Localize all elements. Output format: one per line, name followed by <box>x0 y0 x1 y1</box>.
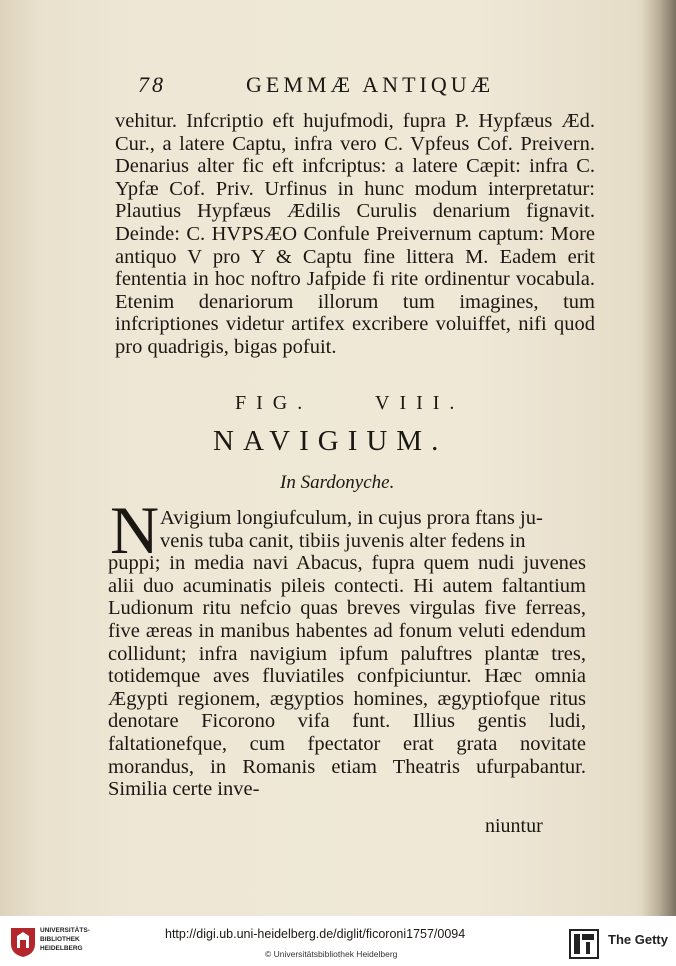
drop-cap: N <box>110 492 160 568</box>
paragraph-2-body: puppi; in media navi Abacus, fupra quem nudi juvenes alii duo acuminatis pileis contecti. Hi autem faltantium Ludionum ritu nefcio quas breves virgulas five ferreas, five æreas in manibus habentes ad fonum veluti edendum collidunt; infra navigium ipfum paluftres plantæ tres, totidemque aves fluviatiles confpiciuntur. Hæc omnia Ægypti regionem, ægyptios homines, ægyptiofque ritus denotare Ficorono vifa funt. Illius gentis ludi, faltationefque, cum fpectator erat grata novitate morandus, in Romanis etiam Theatris ufurpabantur. Similia certe inve- <box>108 552 586 801</box>
paragraph-2-line-2: venis tuba canit, tibiis juvenis alter fedens in <box>160 529 526 552</box>
permalink[interactable]: http://digi.ub.uni-heidelberg.de/diglit/ficoroni1757/0094 <box>165 927 466 941</box>
library-name: UNIVERSITÄTS- BIBLIOTHEK HEIDELBERG <box>40 927 90 952</box>
copyright-notice: © Universitätsbibliothek Heidelberg <box>265 949 398 959</box>
figure-number: VIII. <box>375 392 465 414</box>
section-heading: NAVIGIUM. <box>213 425 448 457</box>
page-number: 78 <box>138 72 166 97</box>
getty-logo-icon <box>568 928 600 960</box>
paragraph-1: vehitur. Infcriptio eft hujufmodi, fupra P. Hypfæus Æd. Cur., a latere Captu, infra vero C. Vpfeus Cof. Preivern. Denarius alter fic eft infcriptus: a latere Cæpit: infra C. Ypfæ Cof. Priv. Urfinus in hunc modum interpretatur: Plautius Hypfæus Ædilis Curulis denarium fignavit. Deinde: C. HVPSÆO Confule Preivernum captum: More antiquo V pro Y & Captu fine littera M. Eadem erit fententia in hoc noftro Jafpide fi rite ordinentur vocabula. Etenim denariorum illorum tum imagines, tum infcriptiones videtur artifex excribere voluiffet, nifi quod pro quadrigis, bigas pofuit. <box>115 110 595 358</box>
university-seal-icon <box>8 924 38 958</box>
paragraph-2 <box>108 507 586 801</box>
partner-name: The Getty <box>608 932 668 947</box>
footer-bar <box>0 916 676 966</box>
paragraph-2-line-1: Avigium longiufculum, in cujus prora ftans ju- <box>160 507 543 529</box>
section-subheading: In Sardonyche. <box>280 472 395 493</box>
running-head <box>138 72 558 106</box>
book-spine-shadow <box>642 0 676 916</box>
figure-heading <box>200 392 520 418</box>
running-title: GEMMÆ ANTIQUÆ <box>246 72 495 97</box>
catchword: niuntur <box>485 815 543 837</box>
figure-label: FIG. <box>235 392 313 414</box>
